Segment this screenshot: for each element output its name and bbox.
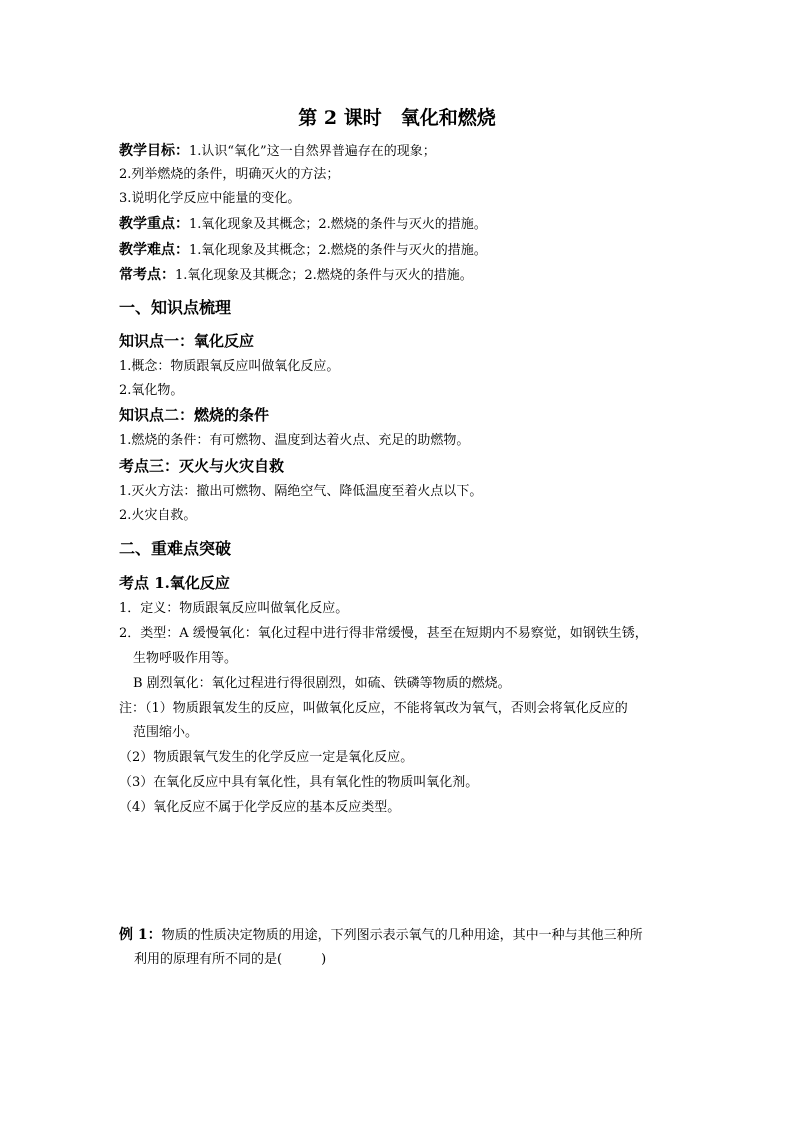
note-line-3: （3）在氧化反应中具有氧化性，具有氧化性的物质叫氧化剂。 <box>119 775 479 790</box>
common-points-line <box>119 264 473 287</box>
objectives-line-2: 2.列举燃烧的条件，明确灭火的方法； <box>119 167 340 182</box>
common-points-text: 1.氧化现象及其概念；2.燃烧的条件与灭火的措施。 <box>175 268 473 283</box>
objectives-label: 教学目标： <box>119 143 189 159</box>
point1-line-2: 2．类型：A 缓慢氧化：氧化过程中进行得非常缓慢，甚至在短期内不易察觉，如钢铁生锈， <box>119 626 648 641</box>
note-line-4: （4）氧化反应不属于化学反应的基本反应类型。 <box>119 800 401 815</box>
example1-text-1: 物质的性质决定物质的用途，下列图示表示氧气的几种用途，其中一种与其他三种所 <box>161 928 643 943</box>
note-line-1: 注：（1）物质跟氧发生的反应，叫做氧化反应，不能将氧改为氧气，否则会将氧化反应的 <box>119 701 628 716</box>
knowledge1-line-2: 2.氧化物。 <box>119 383 184 398</box>
point1-heading: 考点 1.氧化反应 <box>119 574 230 592</box>
point1-line-1: 1．定义：物质跟氧反应叫做氧化反应。 <box>119 601 349 616</box>
example1-line-2: 利用的原理有所不同的是( ) <box>134 952 327 967</box>
section2-heading: 二、重难点突破 <box>119 539 232 558</box>
point1-line-4: B 剧烈氧化：氧化过程进行得很剧烈，如硫、铁磷等物质的燃烧。 <box>133 676 511 691</box>
difficult-points-line <box>119 239 487 262</box>
note-line-2: （2）物质跟氧气发生的化学反应一定是氧化反应。 <box>119 750 414 765</box>
objectives-line-3: 3.说明化学反应中能量的变化。 <box>119 191 301 206</box>
difficult-points-label: 教学难点： <box>119 242 189 258</box>
section1-heading: 一、知识点梳理 <box>119 298 232 317</box>
difficult-points-text: 1.氧化现象及其概念；2.燃烧的条件与灭火的措施。 <box>189 243 487 258</box>
common-points-label: 常考点： <box>119 267 175 283</box>
example1-line-1 <box>119 924 643 947</box>
knowledge3-heading: 考点三：灭火与火灾自救 <box>119 457 285 475</box>
page-title: 第 2 课时 氧化和燃烧 <box>298 107 496 129</box>
knowledge2-line-1: 1.燃烧的条件：有可燃物、温度到达着火点、充足的助燃物。 <box>119 433 470 448</box>
objectives-line-1 <box>119 140 436 163</box>
knowledge1-line-1: 1.概念：物质跟氧反应叫做氧化反应。 <box>119 359 340 374</box>
point1-line-3: 生物呼吸作用等。 <box>133 651 238 666</box>
objectives-text-1: 1.认识“氧化”这一自然界普遍存在的现象； <box>189 144 436 159</box>
key-points-text: 1.氧化现象及其概念；2.燃烧的条件与灭火的措施。 <box>189 217 487 232</box>
knowledge1-heading: 知识点一：氧化反应 <box>119 332 255 350</box>
example1-label: 例 1： <box>119 927 162 943</box>
key-points-line <box>119 213 487 236</box>
knowledge3-line-1: 1.灭火方法：撤出可燃物、隔绝空气、降低温度至着火点以下。 <box>119 484 483 499</box>
key-points-label: 教学重点： <box>119 216 189 232</box>
knowledge2-heading: 知识点二：燃烧的条件 <box>119 406 270 424</box>
note-line-1b: 范围缩小。 <box>133 725 199 740</box>
knowledge3-line-2: 2.火灾自救。 <box>119 508 197 523</box>
